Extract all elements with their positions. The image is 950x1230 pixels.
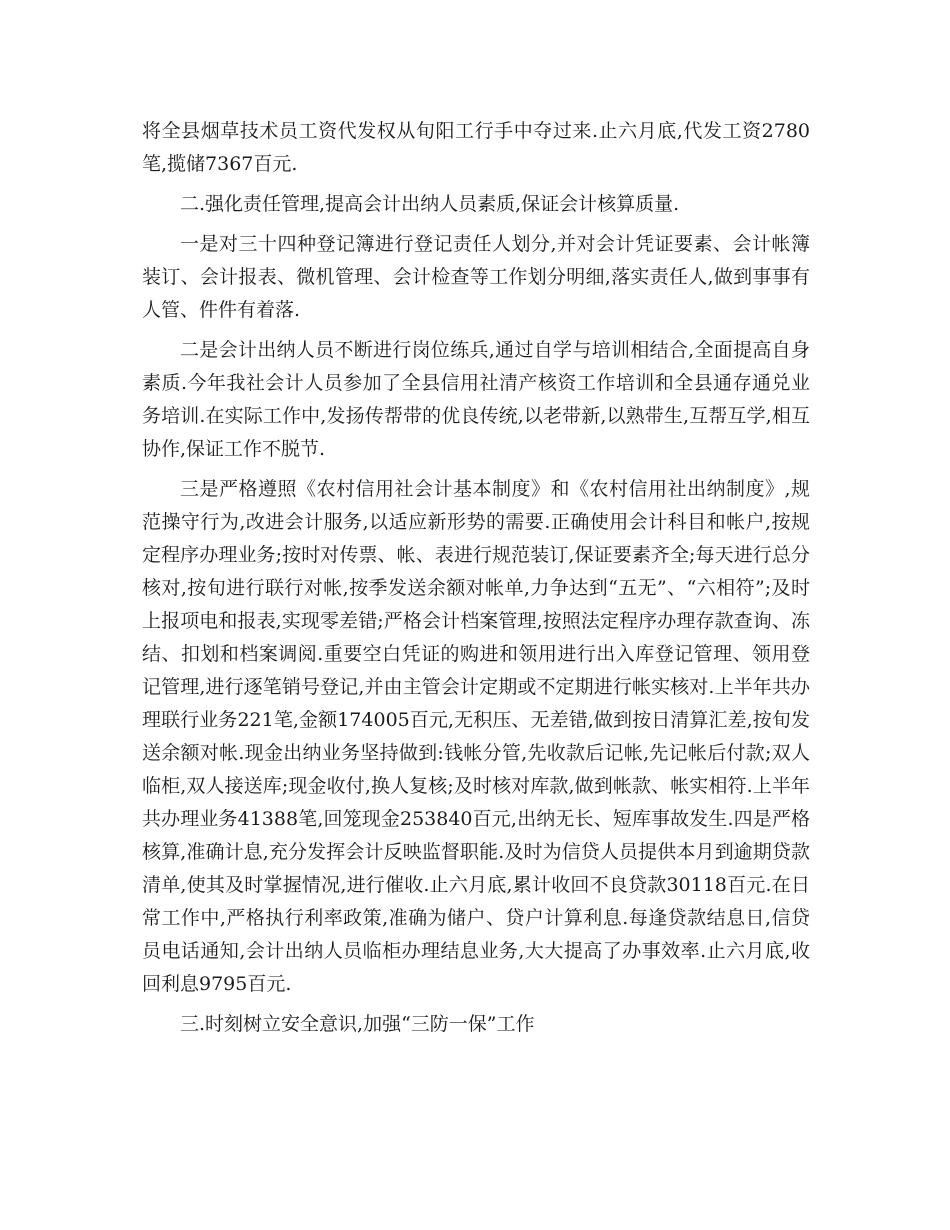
text-line: 二.强化责任管理,提高会计出纳人员素质,保证会计核算质量. xyxy=(180,193,680,215)
text-line: 送余额对帐.现金出纳业务坚持做到:钱帐分管,先收款后记帐,先记帐后付款;双人 xyxy=(142,742,810,764)
text-line: 临柜,双人接送库;现金收付,换人复核;及时核对库款,做到帐款、帐实相符.上半 xyxy=(142,775,791,797)
section-heading-responsibility xyxy=(142,188,810,221)
text-line: 二是会计出纳人员不断进行岗位练兵,通过自学与培训相结合,全面提高自身 xyxy=(180,339,810,361)
text-line: 三.时刻树立安全意识,加强“三防一保”工作 xyxy=(180,1013,535,1035)
text-line: 素质.今年我社会计人员参加了全县信用社清产核资工作培训和全县通存通兑业务 xyxy=(142,372,810,427)
text-line: 年共办理业务41388笔,回笼现金253840百元,出纳无长、短库事故发生.四是严格 xyxy=(142,775,810,830)
paragraph-register-duty xyxy=(142,228,810,327)
text-line: 一是对三十四种登记簿进行登记责任人划分,并对会计凭证要素、会计帐簿装 xyxy=(142,233,810,288)
text-line: 冻结、扣划和档案调阅.重要空白凭证的购进和领用进行出入库登记管理、领用登 xyxy=(142,610,810,665)
text-line: 时上报项电和报表,实现零差错;严格会计档案管理,按照法定程序办理存款查询、 xyxy=(142,577,810,632)
text-line: 记管理,进行逐笔销号登记,并由主管会计定期或不定期进行帐实核对.上半年共办 xyxy=(142,676,810,698)
text-line: 订、会计报表、微机管理、会计检查等工作划分明细,落实责任人,做到事事有人 xyxy=(142,266,810,321)
text-line: 培训.在实际工作中,发扬传帮带的优良传统,以老带新,以熟带生,互帮互学,相互 xyxy=(161,405,810,427)
text-line: 清单,使其及时掌握情况,进行催收.止六月底,累计收回不良贷款30118百元.在日 xyxy=(142,874,810,896)
section-heading-safety xyxy=(142,1008,810,1041)
paragraph-accounting-rules xyxy=(142,473,810,1001)
text-line: 回利息9795百元. xyxy=(142,973,292,995)
text-line: 协作,保证工作不脱节. xyxy=(142,438,326,460)
text-line: 操守行为,改进会计服务,以适应新形势的需要.正确使用会计科目和帐户,按规定 xyxy=(142,511,810,566)
text-line: 对,按旬进行联行对帐,按季发送余额对帐单,力争达到“五无”、“六相符”;及 xyxy=(161,577,791,599)
text-line: 常工作中,严格执行利率政策,准确为储户、贷户计算利息.每逢贷款结息日,信贷 xyxy=(142,907,810,929)
paragraph-staff-training xyxy=(142,334,810,466)
text-line: 将全县烟草技术员工资代发权从旬阳工行手中夺过来.止六月底,代发工资2780笔, xyxy=(142,120,810,175)
text-line: 员电话通知,会计出纳人员临柜办理结息业务,大大提高了办事效率.止六月底,收 xyxy=(142,940,810,962)
text-line: 程序办理业务;按时对传票、帐、表进行规范装订,保证要素齐全;每天进行总分核 xyxy=(142,544,810,599)
text-line: 理联行业务221笔,金额174005百元,无积压、无差错,做到按日清算汇差,按旬发 xyxy=(142,709,810,731)
text-line: 管、件件有着落. xyxy=(161,299,301,321)
text-line: 揽储7367百元. xyxy=(167,153,298,175)
document-body xyxy=(142,115,810,1048)
text-line: 核算,准确计息,充分发挥会计反映监督职能.及时为信贷人员提供本月到逾期贷款 xyxy=(142,841,810,863)
paragraph-wage-agency xyxy=(142,115,810,181)
text-line: 三是严格遵照《农村信用社会计基本制度》和《农村信用社出纳制度》,规范 xyxy=(142,478,810,533)
